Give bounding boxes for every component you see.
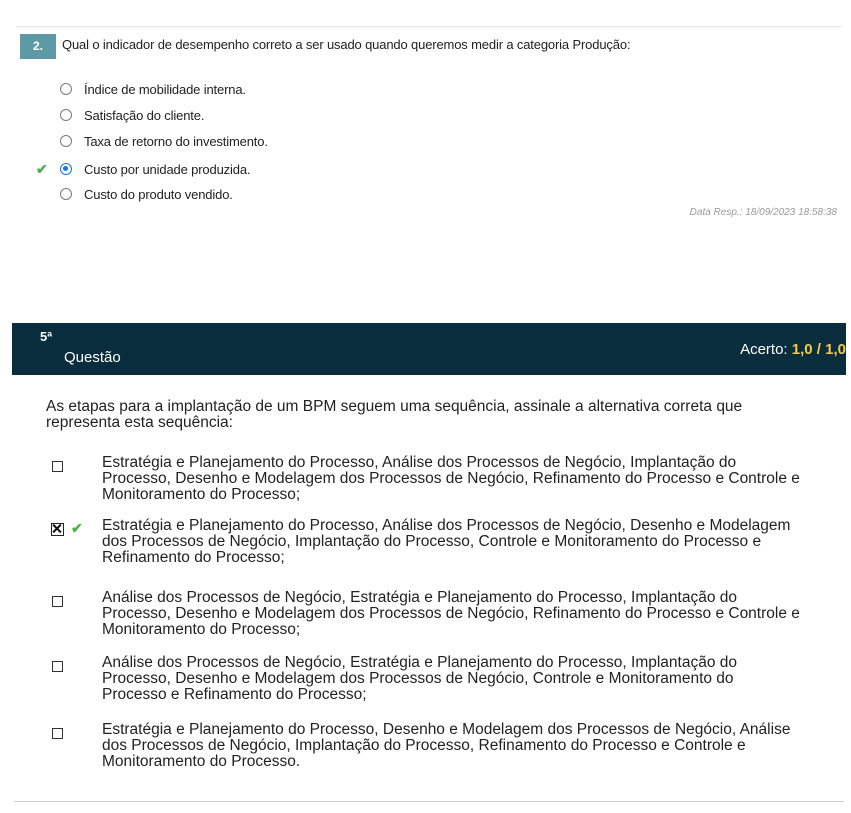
question-text: Qual o indicador de desempenho correto a ser usado quando queremos medir a categoria Produção:: [62, 37, 631, 52]
question-label: Questão: [64, 349, 121, 366]
question-text: As etapas para a implantação de um BPM seguem uma sequência, assinale a alternativa correta que representa esta sequência:: [46, 398, 743, 431]
option-label: Estratégia e Planejamento do Processo, Desenho e Modelagem dos Processos de Negócio, Análise dos Processos de Negócio, Implantação do Processo, Refinamento do Processo e Controle e Monitoramento do Processo.: [102, 721, 791, 770]
checkbox[interactable]: [52, 461, 63, 472]
bottom-divider: [14, 801, 844, 802]
radio-button[interactable]: [60, 109, 72, 121]
checkbox[interactable]: [52, 661, 63, 672]
response-date: Data Resp.: 18/09/2023 18:58:38: [689, 207, 837, 218]
option-label: Taxa de retorno do investimento.: [84, 134, 268, 149]
question-number: 5ª: [40, 329, 53, 344]
option-label: Estratégia e Planejamento do Processo, Análise dos Processos de Negócio, Implantação do Processo, Desenho e Modelagem dos Processos de Negócio, Refinamento do Processo e Controle e Monitoramento do Processo;: [102, 454, 800, 503]
score-total: / 1,0: [812, 341, 846, 358]
check-icon: ✔: [71, 520, 83, 536]
option-label: Estratégia e Planejamento do Processo, Análise dos Processos de Negócio, Desenho e Modelagem dos Processos de Negócio, Implantação do Processo, Controle e Monitoramento do Processo e Refinamento do Processo;: [102, 517, 791, 566]
option-label: Satisfação do cliente.: [84, 108, 205, 123]
radio-button[interactable]: [60, 83, 72, 95]
score-value: 1,0: [791, 341, 813, 358]
check-icon: ✔: [36, 161, 48, 177]
question-header: [12, 323, 846, 375]
checkbox[interactable]: [52, 728, 63, 739]
option-label: Custo por unidade produzida.: [84, 162, 251, 177]
checkbox[interactable]: [52, 596, 63, 607]
radio-button[interactable]: [60, 135, 72, 147]
score-display: [740, 341, 846, 358]
option-label: Custo do produto vendido.: [84, 187, 233, 202]
option-label: Análise dos Processos de Negócio, Estratégia e Planejamento do Processo, Implantação do Processo, Desenho e Modelagem dos Processos de Negócio, Controle e Monitoramento do Processo e Refinamento do Processo;: [102, 654, 738, 703]
radio-button[interactable]: [60, 188, 72, 200]
checkbox-checked[interactable]: [51, 523, 64, 536]
score-label: Acerto:: [740, 341, 788, 358]
question-number-badge: 2.: [20, 34, 56, 59]
top-divider: [16, 26, 842, 27]
radio-button-selected[interactable]: [60, 163, 72, 175]
option-label: Índice de mobilidade interna.: [84, 82, 246, 97]
option-label: Análise dos Processos de Negócio, Estratégia e Planejamento do Processo, Implantação do Processo, Desenho e Modelagem dos Processos de Negócio, Refinamento do Processo e Controle e Monitoramento do Processo;: [102, 589, 800, 638]
